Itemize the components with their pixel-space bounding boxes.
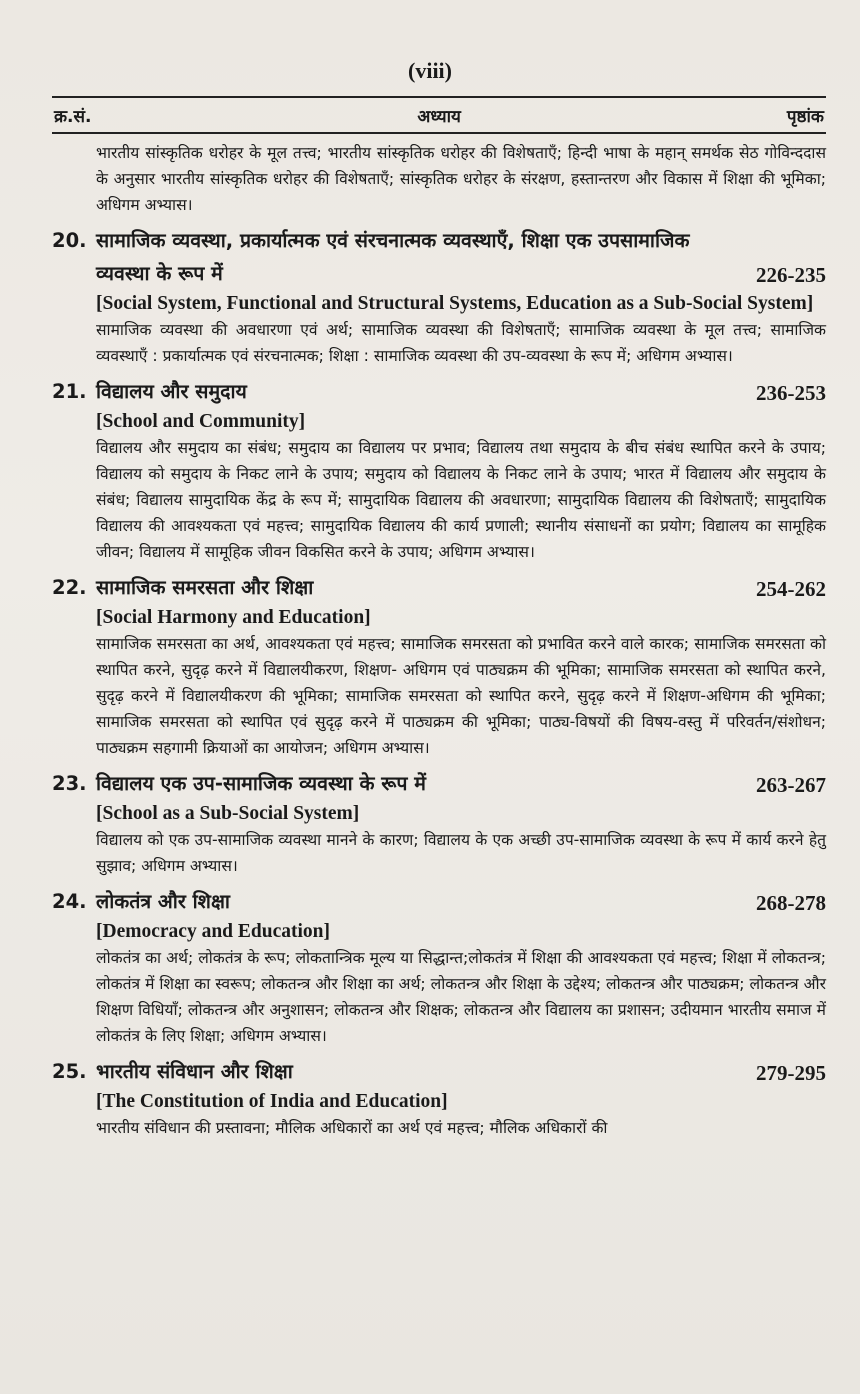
chapter-english-title: [Social Harmony and Education]	[96, 607, 371, 628]
chapter-entry-21	[52, 375, 826, 565]
chapter-title: लोकतंत्र और शिक्षा	[96, 890, 230, 913]
chapter-number: 24.	[52, 890, 87, 913]
chapter-pages: 263-267	[756, 773, 826, 797]
chapter-pages: 254-262	[756, 577, 826, 601]
chapter-title: सामाजिक समरसता और शिक्षा	[96, 576, 314, 599]
toc-header-row	[52, 96, 826, 134]
chapter-entry-22	[52, 571, 826, 761]
chapter-number: 21.	[52, 380, 87, 403]
chapter-pages: 226-235	[756, 263, 826, 287]
chapter-number: 20.	[52, 229, 87, 252]
chapter-number: 25.	[52, 1060, 87, 1083]
chapter-description: सामाजिक व्यवस्था की अवधारणा एवं अर्थ; सामाजिक व्यवस्था की विशेषताएँ; सामाजिक व्यवस्था के मूल तत्त्व; सामाजिक व्यवस्थाएँ : प्रकार्यात्मक एवं संरचनात्मक; शिक्षा : सामाजिक व्यवस्था की उप-व्यवस्था के रूप में; अधिगम अभ्यास।	[96, 321, 826, 365]
chapter-english-title: [Social System, Functional and Structural Systems, Education as a Sub-Social System]	[96, 293, 814, 314]
chapter-number: 22.	[52, 576, 87, 599]
chapter-pages: 268-278	[756, 891, 826, 915]
chapter-title: विद्यालय एक उप-सामाजिक व्यवस्था के रूप में	[96, 772, 426, 795]
chapter-description: लोकतंत्र का अर्थ; लोकतंत्र के रूप; लोकतान्त्रिक मूल्य या सिद्धान्त;लोकतंत्र में शिक्षा की आवश्यकता एवं महत्त्व; शिक्षा में लोकतन्त्र; लोकतंत्र में शिक्षा का स्वरूप; लोकतन्त्र और शिक्षा का अर्थ; लोकतन्त्र और शिक्षा के उद्देश्य; लोकतन्त्र और पाठ्यक्रम; लोकतन्त्र और शिक्षण विधियाँ; लोकतन्त्र और अनुशासन; लोकतन्त्र और शिक्षक; लोकतन्त्र और विद्यालय का प्रशासन; उदीयमान भारतीय समाज में लोकतंत्र के लिए शिक्षा; अधिगम अभ्यास।	[96, 949, 826, 1045]
chapter-description: भारतीय संविधान की प्रस्तावना; मौलिक अधिकारों का अर्थ एवं महत्त्व; मौलिक अधिकारों की	[96, 1119, 608, 1137]
chapter-pages: 279-295	[756, 1061, 826, 1085]
toc-content	[52, 140, 826, 1141]
chapter-description: सामाजिक समरसता का अर्थ, आवश्यकता एवं महत्त्व; सामाजिक समरसता को प्रभावित करने वाले कारक; सामाजिक समरसता को स्थापित करने, सुदृढ़ करने में विद्यालयीकरण, शिक्षण- अधिगम एवं पाठ्यक्रम की भूमिका; सामाजिक समरसता को स्थापित करने, सुदृढ़ करने में विद्यालयीकरण की भूमिका; सामाजिक समरसता को स्थापित करने, सुदृढ़ करने में शिक्षण-अधिगम की भूमिका; सामाजिक समरसता को स्थापित एवं सुदृढ़ करने में पाठ्यक्रम की भूमिका; पाठ्य-विषयों की विषय-वस्तु में परिवर्तन/संशोधन; पाठ्यक्रम सहगामी क्रियाओं का आयोजन; अधिगम अभ्यास।	[96, 635, 826, 757]
chapter-entry-23	[52, 767, 826, 879]
intro-description: भारतीय सांस्कृतिक धरोहर के मूल तत्त्व; भारतीय सांस्कृतिक धरोहर की विशेषताएँ; हिन्दी भाषा के महान् समर्थक सेठ गोविन्ददास के अनुसार भारतीय सांस्कृतिक धरोहर की विशेषताएँ; सांस्कृतिक धरोहर के संरक्षण, हस्तान्तरण और विकास में शिक्षा की भूमिका; अधिगम अभ्यास।	[96, 144, 826, 214]
chapter-title: भारतीय संविधान और शिक्षा	[96, 1060, 293, 1083]
chapter-english-title: [The Constitution of India and Education]	[96, 1091, 448, 1112]
page-number: (viii)	[408, 58, 452, 83]
chapter-entry-24	[52, 885, 826, 1049]
header-serial: क्र.सं.	[54, 106, 92, 127]
chapter-english-title: [Democracy and Education]	[96, 921, 330, 942]
chapter-description: विद्यालय और समुदाय का संबंध; समुदाय का विद्यालय पर प्रभाव; विद्यालय तथा समुदाय के बीच संबंध स्थापित करने के उपाय; विद्यालय को समुदाय के निकट लाने के उपाय; समुदाय को विद्यालय के निकट लाने के उपाय; भारत में विद्यालय और समुदाय के संबंध; विद्यालय सामुदायिक केंद्र के रूप में; सामुदायिक विद्यालय की अवधारणा; सामुदायिक विद्यालय की विशेषताएँ; सामुदायिक विद्यालय की आवश्यकता एवं महत्त्व; सामुदायिक विद्यालय की कार्य प्रणाली; स्थानीय संसाधनों का प्रयोग; विद्यालय का सामूहिक जीवन; विद्यालय में सामूहिक जीवन विकसित करने के उपाय; अधिगम अभ्यास।	[96, 439, 826, 561]
chapter-pages: 236-253	[756, 381, 826, 405]
chapter-english-title: [School and Community]	[96, 411, 306, 432]
chapter-english-title: [School as a Sub-Social System]	[96, 803, 360, 824]
chapter-description: विद्यालय को एक उप-सामाजिक व्यवस्था मानने के कारण; विद्यालय के एक अच्छी उप-सामाजिक व्यवस्था के रूप में कार्य करने हेतु सुझाव; अधिगम अभ्यास।	[96, 831, 826, 875]
header-page: पृष्ठांक	[786, 106, 824, 127]
chapter-title: सामाजिक व्यवस्था, प्रकार्यात्मक एवं संरचनात्मक व्यवस्थाएँ, शिक्षा एक उपसामाजिक व्यवस्था के रूप में	[96, 229, 690, 285]
chapter-title: विद्यालय और समुदाय	[96, 380, 247, 403]
chapter-entry-20	[52, 224, 826, 369]
header-chapter: अध्याय	[417, 106, 461, 127]
chapter-entry-25	[52, 1055, 826, 1141]
chapter-number: 23.	[52, 772, 87, 795]
